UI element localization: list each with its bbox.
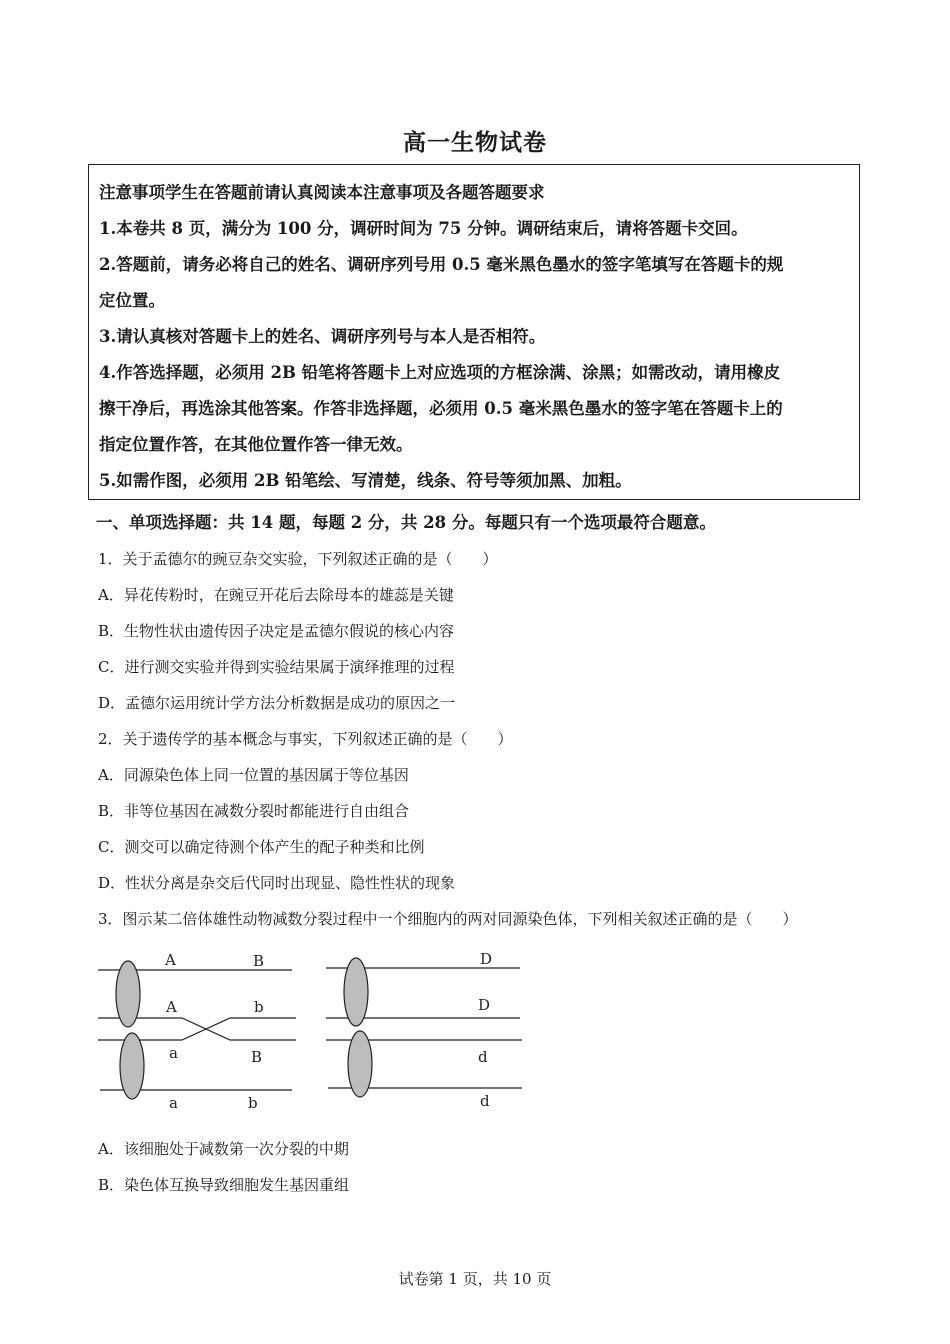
page-title: 高一生物试卷 [403, 129, 547, 156]
notice-box [88, 164, 860, 500]
notice-line: 指定位置作答，在其他位置作答一律无效。 [99, 435, 413, 454]
question-option[interactable]: D．孟德尔运用统计学方法分析数据是成功的原因之一 [98, 694, 456, 712]
gene-label: b [254, 998, 264, 1016]
question-option[interactable]: D．性状分离是杂交后代同时出现显、隐性性状的现象 [98, 874, 456, 892]
gene-label: B [253, 952, 265, 970]
gene-label: A [165, 951, 176, 969]
centromere-ellipse [116, 961, 140, 1027]
right-chromosome-pair [326, 950, 522, 1110]
question-option[interactable]: A．同源染色体上同一位置的基因属于等位基因 [98, 766, 409, 784]
question-stem: 2．关于遗传学的基本概念与事实，下列叙述正确的是（ ） [98, 730, 513, 748]
question-stem: 3．图示某二倍体雄性动物减数分裂过程中一个细胞内的两对同源染色体，下列相关叙述正确的是（ ） [98, 910, 798, 928]
question-option[interactable]: C．测交可以确定待测个体产生的配子种类和比例 [98, 838, 425, 856]
notice-heading: 注意事项学生在答题前请认真阅读本注意事项及各题答题要求 [99, 183, 545, 202]
notice-line: 1.本卷共 8 页，满分为 100 分，调研时间为 75 分钟。调研结束后，请将答题卡交回。 [99, 219, 748, 238]
left-chromosome-pair [98, 951, 296, 1112]
question-option[interactable]: B．非等位基因在减数分裂时都能进行自由组合 [98, 802, 410, 820]
centromere-ellipse [344, 958, 368, 1026]
question-option[interactable]: A．异花传粉时，在豌豆开花后去除母本的雄蕊是关键 [98, 586, 454, 604]
gene-label: a [169, 1044, 178, 1062]
gene-label: d [480, 1092, 490, 1110]
notice-line: 5.如需作图，必须用 2B 铅笔绘、写清楚，线条、符号等须加黑、加粗。 [99, 471, 632, 490]
question-option[interactable]: B．生物性状由遗传因子决定是孟德尔假说的核心内容 [98, 622, 455, 640]
notice-line: 2.答题前，请务必将自己的姓名、调研序列号用 0.5 毫米黑色墨水的签字笔填写在答题卡的规 [99, 255, 784, 274]
question-option[interactable]: C．进行测交实验并得到实验结果属于演绎推理的过程 [98, 658, 455, 676]
question-option[interactable]: B．染色体互换导致细胞发生基因重组 [98, 1176, 350, 1194]
chromosome-diagram [90, 946, 530, 1116]
gene-label: d [478, 1048, 488, 1066]
notice-line: 擦干净后，再选涂其他答案。作答非选择题，必须用 0.5 毫米黑色墨水的签字笔在答题卡上的 [99, 399, 783, 418]
notice-line: 4.作答选择题，必须用 2B 铅笔将答题卡上对应选项的方框涂满、涂黑；如需改动，请用橡皮 [99, 363, 781, 382]
centromere-ellipse [120, 1033, 144, 1099]
section-heading: 一、单项选择题：共 14 题，每题 2 分，共 28 分。每题只有一个选项最符合题意。 [96, 513, 716, 532]
centromere-ellipse [348, 1031, 372, 1097]
question-option[interactable]: A．该细胞处于减数第一次分裂的中期 [98, 1140, 349, 1158]
gene-label: B [251, 1048, 263, 1066]
gene-label: b [248, 1094, 258, 1112]
notice-line: 3.请认真核对答题卡上的姓名、调研序列号与本人是否相符。 [99, 327, 546, 346]
question-stem: 1．关于孟德尔的豌豆杂交实验，下列叙述正确的是（ ） [98, 550, 498, 568]
gene-label: D [480, 950, 493, 968]
gene-label: D [478, 996, 491, 1014]
gene-label: a [169, 1094, 178, 1112]
notice-line: 定位置。 [99, 291, 165, 310]
gene-label: A [166, 998, 177, 1016]
page-footer: 试卷第 1 页，共 10 页 [398, 1270, 552, 1288]
